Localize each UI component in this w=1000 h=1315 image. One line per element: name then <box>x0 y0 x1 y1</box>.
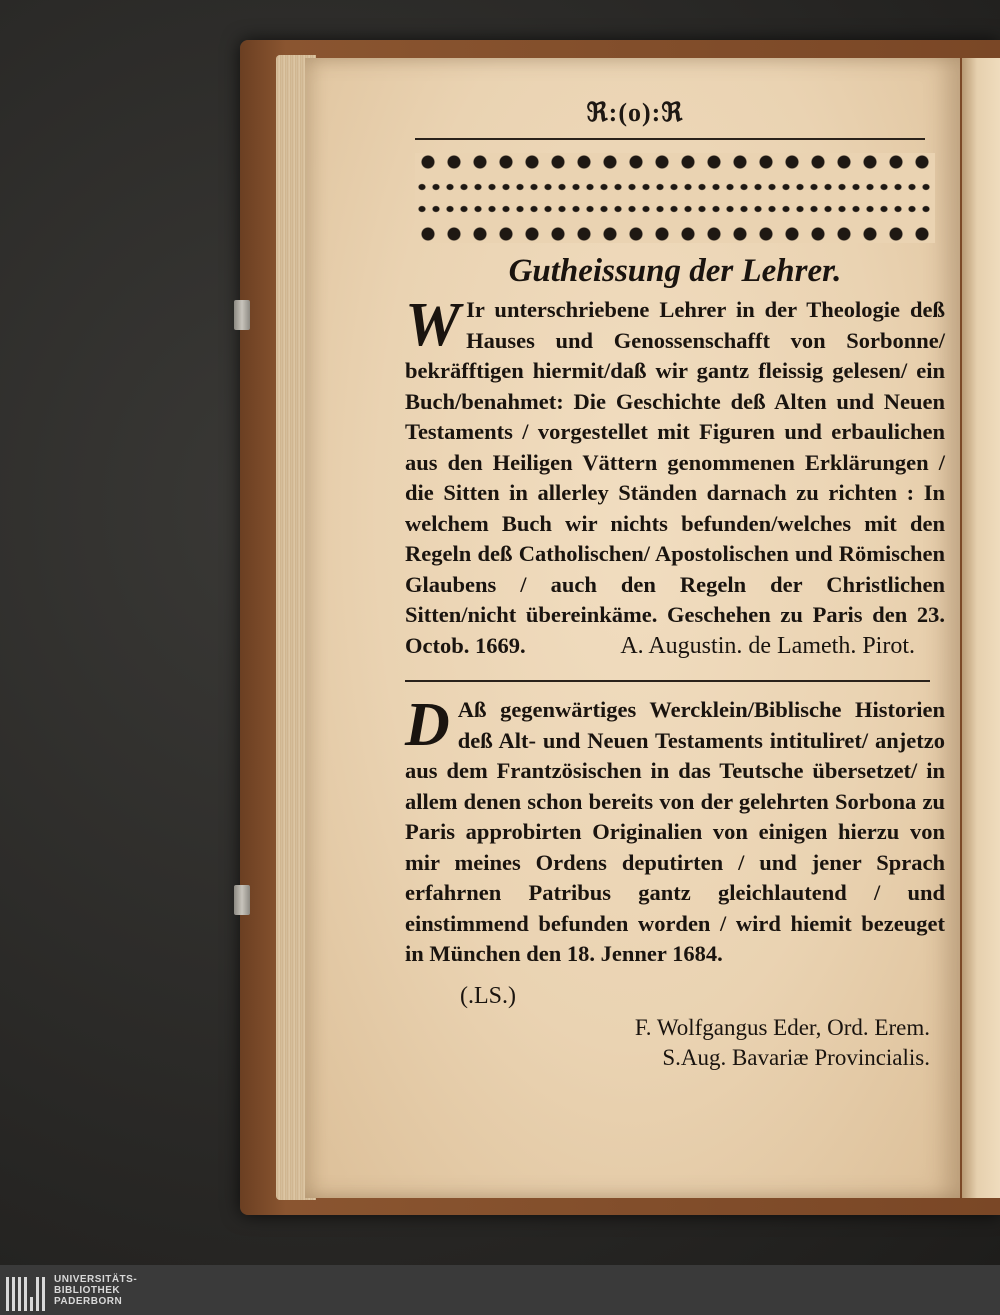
imprimatur-paragraph <box>405 691 945 970</box>
ornament-row <box>415 153 935 171</box>
logo-line: PADERBORN <box>54 1295 123 1307</box>
approval-body: Ir unterschriebene Lehrer in der Theologie deß Hauses und Genossenschafft von Sorbonne/ bekräfftigen hiermit/daß wir gantz fleissig gelesen/ ein Buch/benahmet: Die Geschichte deß Alten und Neuen Testaments / vorgestellet mit Figuren und erbaulichen aus den Heiligen Vättern genommenen Erklärungen / die Sitten in allerley Ständen darnach zu richten : In welchem Buch wir nichts befunden/welches mit den Regeln deß Catholischen/ Apostolischen und Römischen Glaubens / auch den Regeln der Christlichen Sitten/nicht übereinkäme. Geschehen zu Paris den 23. Octob. 1669. <box>405 297 945 658</box>
ornament-row <box>415 181 935 193</box>
header-rule <box>415 138 925 140</box>
imprimatur-signature <box>505 1013 930 1073</box>
ornament-row <box>415 225 935 243</box>
page-title: Gutheissung der Lehrer. <box>508 253 842 289</box>
clasp-top <box>234 300 250 330</box>
library-logo-text <box>54 1274 137 1307</box>
approval-signature: A. Augustin. de Lameth. Pirot. <box>620 633 915 659</box>
facing-page <box>962 58 1000 1198</box>
book-page <box>305 58 960 1198</box>
signature-line: S.Aug. Bavariæ Provincialis. <box>662 1045 930 1070</box>
ornament-band <box>415 153 935 243</box>
clasp-bottom <box>234 885 250 915</box>
imprimatur-dropcap: D <box>405 691 450 759</box>
approval-paragraph <box>405 291 945 661</box>
seal-mark: (.LS.) <box>460 983 516 1009</box>
library-logo-bar <box>0 1265 1000 1315</box>
signature-line: F. Wolfgangus Eder, Ord. Erem. <box>634 1015 930 1040</box>
page-header-ornament: ℜ:(o):ℜ <box>586 98 684 127</box>
imprimatur-body: Aß gegenwärtiges Wercklein/Biblische Historien deß Alt- und Neuen Testaments intituliret/ anjetzo aus dem Frantzösischen in das Teutsche übersetzet/ in allem denen schon bereits von der gelehrten Sorbona zu Paris approbirten Originalien von einigen hierzu von mir meines Ordens deputirten / und jener Sprach erfahrnen Patribus gantz gleichlautend / und einstimmend befunden worden / wird hiemit bezeuget in München den 18. Jenner 1684. <box>405 697 945 966</box>
ornament-row <box>415 203 935 215</box>
logo-line: UNIVERSITÄTS- <box>54 1273 138 1285</box>
approval-dropcap: W <box>405 291 461 359</box>
section-rule <box>405 680 930 682</box>
logo-line: BIBLIOTHEK <box>54 1284 121 1296</box>
library-logo-icon <box>6 1269 48 1311</box>
